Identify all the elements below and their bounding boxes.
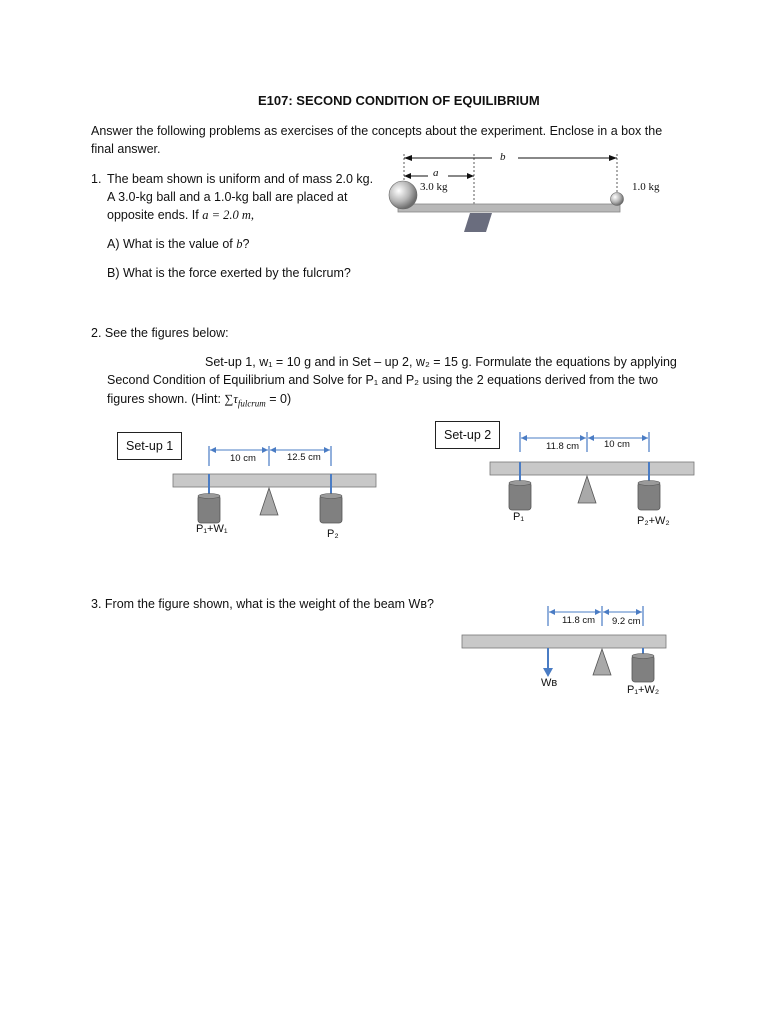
q2-hint-eq: = 0) xyxy=(265,392,292,406)
setup1-weight-right-label: P₂ xyxy=(327,528,339,540)
setup1-dist-right: 12.5 cm xyxy=(287,452,321,463)
q2-hint-math: ∑τ xyxy=(224,392,238,406)
q2-line-2: Second Condition of Equilibrium and Solve for P₁ and P₂ using the 2 equations derived from the two xyxy=(107,373,659,387)
q3-fulcrum xyxy=(593,649,611,675)
setup1-label-box: Set-up 1 xyxy=(117,432,182,460)
q3-arrowhead-2 xyxy=(595,609,601,615)
q1-number: 1. xyxy=(91,172,102,186)
setup2-dist-right: 10 cm xyxy=(604,439,630,450)
setup2-dist-left: 11.8 cm xyxy=(546,441,580,452)
intro-line-2: final answer. xyxy=(91,142,161,156)
q1-part-a-suffix: ? xyxy=(242,237,250,251)
q3-dist-right: 9.2 cm xyxy=(612,616,641,627)
q1-label-a: a xyxy=(433,167,439,179)
q3-beam xyxy=(462,635,666,648)
q1-line-3-math: a = 2.0 m, xyxy=(202,208,255,222)
q3-weight-right-label: P₁+W₂ xyxy=(627,684,660,696)
q1-part-a-prefix: A) What is the value of xyxy=(107,237,237,251)
q2-hint-prefix: figures shown. (Hint: xyxy=(107,392,225,406)
q2-line-1: Set-up 1, w₁ = 10 g and in Set – up 2, w₂ = 15 g. Formulate the equations by applying xyxy=(205,355,677,369)
q3-arrowhead-4 xyxy=(636,609,642,615)
q2-line-0: 2. See the figures below: xyxy=(91,326,229,340)
q1-line-3-prefix: opposite ends. If xyxy=(107,208,203,222)
q2-hint-sub: fulcrum xyxy=(237,398,266,409)
q3-text: 3. From the figure shown, what is the weight of the beam Wʙ? xyxy=(91,597,434,611)
q3-weight-right xyxy=(632,655,654,682)
q3-weight-arrowhead xyxy=(543,668,553,677)
q3-dist-left: 11.8 cm xyxy=(562,615,596,626)
setup2-label-box: Set-up 2 xyxy=(435,421,500,449)
q3-weight-left-label: Wʙ xyxy=(541,677,558,689)
intro-line-1: Answer the following problems as exercises of the concepts about the experiment. Enclose in a box the xyxy=(91,124,663,138)
q3-arrowhead-3 xyxy=(603,609,609,615)
setup1-dist-left: 10 cm xyxy=(230,453,256,464)
setup2-weight-left-label: P₁ xyxy=(513,511,525,523)
setup2-weight-right-label: P₂+W₂ xyxy=(637,515,670,527)
setup1-weight-left-label: P₁+W₁ xyxy=(196,523,228,535)
q3-arrowhead-1 xyxy=(549,609,555,615)
q1-label-mass-right: 1.0 kg xyxy=(632,181,660,193)
q1-label-mass-left: 3.0 kg xyxy=(420,181,448,193)
page-title: E107: SECOND CONDITION OF EQUILIBRIUM xyxy=(258,93,540,108)
q1-part-a-var: b xyxy=(236,237,243,251)
q1-label-b: b xyxy=(500,151,506,163)
q1-line-2: A 3.0-kg ball and a 1.0-kg ball are placed at xyxy=(107,190,348,204)
q1-part-b: B) What is the force exerted by the fulcrum? xyxy=(107,266,351,280)
q1-line-1: The beam shown is uniform and of mass 2.0 kg. xyxy=(107,172,374,186)
